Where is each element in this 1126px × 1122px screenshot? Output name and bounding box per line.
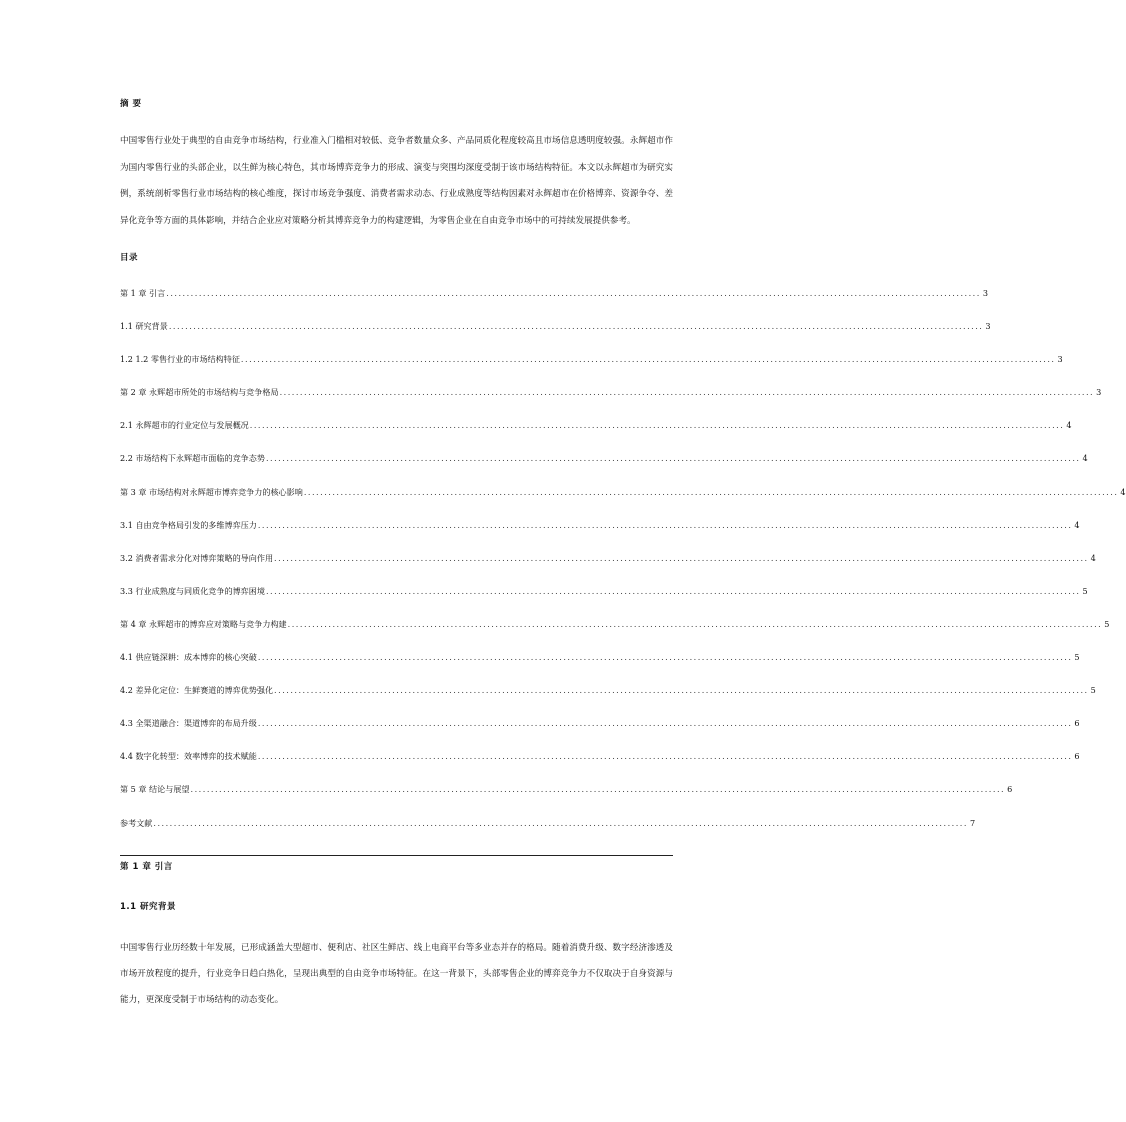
toc-leader-dots: ........................................................................................................................................................................................................ [274, 552, 1089, 563]
toc-entry-label: 3.1 自由竞争格局引发的多维博弈压力 [120, 519, 257, 530]
toc-leader-dots: ........................................................................................................................................................................................................ [257, 652, 1073, 663]
toc-leader-dots: ........................................................................................................................................................................................................ [265, 585, 1081, 596]
toc-entry-label: 第 3 章 市场结构对永辉超市博弈竞争力的核心影响 [120, 486, 303, 497]
toc-entry-label: 3.3 行业成熟度与同质化竞争的博弈困境 [120, 585, 265, 596]
toc-leader-dots: ........................................................................................................................................................................................................ [265, 453, 1081, 464]
toc-leader-dots: ........................................................................................................................................................................................................ [257, 519, 1073, 530]
toc-entry-page: 4 [1082, 453, 1088, 464]
toc-entry[interactable] [120, 386, 1102, 419]
toc-entry[interactable] [120, 783, 1013, 816]
toc-entry-page: 6 [1074, 751, 1080, 762]
toc-entry-page: 5 [1090, 685, 1096, 696]
section-1-1-body: 中国零售行业历经数十年发展，已形成涵盖大型超市、便利店、社区生鲜店、线上电商平台等多业态并存的格局。随着消费升级、数字经济渗透及市场开放程度的提升，行业竞争日趋白热化，呈现出典型的自由竞争市场特征。在这一背景下，头部零售企业的博弈竞争力不仅取决于自身资源与能力，更深度受制于市场结构的动态变化。 [120, 943, 673, 1005]
toc-entry-page: 7 [969, 817, 976, 828]
toc-entry-label: 3.2 消费者需求分化对博弈策略的导向作用 [120, 552, 274, 563]
toc-entry-label: 4.1 供应链深耕：成本博弈的核心突破 [120, 652, 257, 663]
toc-entry[interactable] [120, 651, 1080, 684]
toc-entry-label: 第 2 章 永辉超市所处的市场结构与竞争格局 [120, 387, 279, 398]
toc-leader-dots: ........................................................................................................................................................................................................ [257, 718, 1073, 729]
toc-leader-dots: ........................................................................................................................................................................................................ [274, 685, 1089, 696]
toc-entry[interactable] [120, 684, 1096, 717]
chapter-divider [120, 855, 673, 856]
abstract-title: 摘 要 [120, 99, 142, 109]
toc-entry-page: 5 [1082, 585, 1088, 596]
abstract-body: 中国零售行业处于典型的自由竞争市场结构，行业准入门槛相对较低、竞争者数量众多、产品同质化程度较高且市场信息透明度较强。永辉超市作为国内零售行业的头部企业，以生鲜为核心特色，其市场博弈竞争力的形成、演变与突围均深度受制于该市场结构特征。本文以永辉超市为研究实例，系统剖析零售行业市场结构的核心维度，探讨市场竞争强度、消费者需求动态、行业成熟度等结构因素对永辉超市在价格博弈、资源争夺、差异化竞争等方面的具体影响，并结合企业应对策略分析其博弈竞争力的构建逻辑，为零售企业在自由竞争市场中的可持续发展提供参考。 [120, 136, 673, 226]
toc-entry[interactable] [120, 519, 1080, 552]
toc-entry-label: 2.2 市场结构下永辉超市面临的竞争态势 [120, 453, 265, 464]
toc-leader-dots: ........................................................................................................................................................................................................ [303, 486, 1119, 497]
toc-entry-label: 4.4 数字化转型：效率博弈的技术赋能 [120, 751, 257, 762]
toc-entry[interactable] [120, 552, 1096, 585]
toc-entry-label: 第 1 章 引言 [120, 288, 166, 298]
toc-entry[interactable] [120, 353, 1063, 386]
toc-entry-page: 5 [1074, 652, 1080, 663]
toc-entry[interactable] [120, 585, 1088, 618]
toc-entry[interactable] [120, 287, 988, 320]
toc-entry-page: 4 [1090, 552, 1096, 563]
toc-entry-page: 3 [1057, 354, 1063, 365]
chapter-1-title: 第 1 章 引言 [120, 862, 173, 872]
toc-leader-dots: ........................................................................................................................................................................................................ [240, 354, 1056, 365]
toc-entry[interactable] [120, 320, 991, 353]
table-of-contents [120, 287, 1126, 850]
toc-entry-label: 1.1 研究背景 [120, 321, 168, 332]
toc-entry-label: 1.2 1.2 零售行业的市场结构特征 [120, 354, 240, 365]
toc-entry-label: 参考文献 [120, 817, 153, 828]
toc-entry-page: 6 [1074, 718, 1080, 729]
toc-leader-dots: ........................................................................................................................................................................................................ [190, 784, 1006, 795]
toc-entry-label: 4.2 差异化定位：生鲜赛道的博弈优势强化 [120, 685, 274, 696]
toc-entry-label: 4.3 全渠道融合：渠道博弈的布局升级 [120, 718, 257, 729]
toc-entry-page: 3 [985, 321, 991, 332]
toc-leader-dots: ........................................................................................................................................................................................................ [257, 751, 1073, 762]
toc-leader-dots: ........................................................................................................................................................................................................ [279, 387, 1095, 398]
toc-entry[interactable] [120, 452, 1088, 485]
toc-entry[interactable] [120, 717, 1080, 750]
toc-entry[interactable] [120, 817, 976, 850]
toc-leader-dots: ........................................................................................................................................................................................................ [153, 817, 968, 828]
toc-entry-label: 第 5 章 结论与展望 [120, 784, 190, 795]
toc-entry-page: 4 [1066, 420, 1072, 431]
toc-leader-dots: ........................................................................................................................................................................................................ [168, 321, 984, 332]
toc-entry-label: 第 4 章 永辉超市的博弈应对策略与竞争力构建 [120, 618, 287, 629]
toc-title: 目录 [120, 253, 139, 263]
toc-entry[interactable] [120, 750, 1080, 783]
toc-leader-dots: ........................................................................................................................................................................................................ [287, 618, 1103, 629]
toc-entry[interactable] [120, 419, 1072, 452]
toc-entry-page: 4 [1074, 519, 1080, 530]
toc-leader-dots: ........................................................................................................................................................................................................ [249, 420, 1065, 431]
toc-entry-page: 5 [1104, 618, 1110, 629]
toc-entry-label: 2.1 永辉超市的行业定位与发展概况 [120, 420, 249, 431]
toc-entry[interactable] [120, 618, 1110, 651]
toc-entry-page: 6 [1007, 784, 1013, 795]
toc-entry-page: 3 [982, 288, 988, 298]
toc-leader-dots: ........................................................................................................................................................................................................ [166, 288, 981, 298]
toc-entry-page: 3 [1096, 387, 1102, 398]
toc-entry-page: 4 [1120, 486, 1126, 497]
section-1-1-title: 1.1 研究背景 [120, 902, 177, 912]
toc-entry[interactable] [120, 486, 1126, 519]
